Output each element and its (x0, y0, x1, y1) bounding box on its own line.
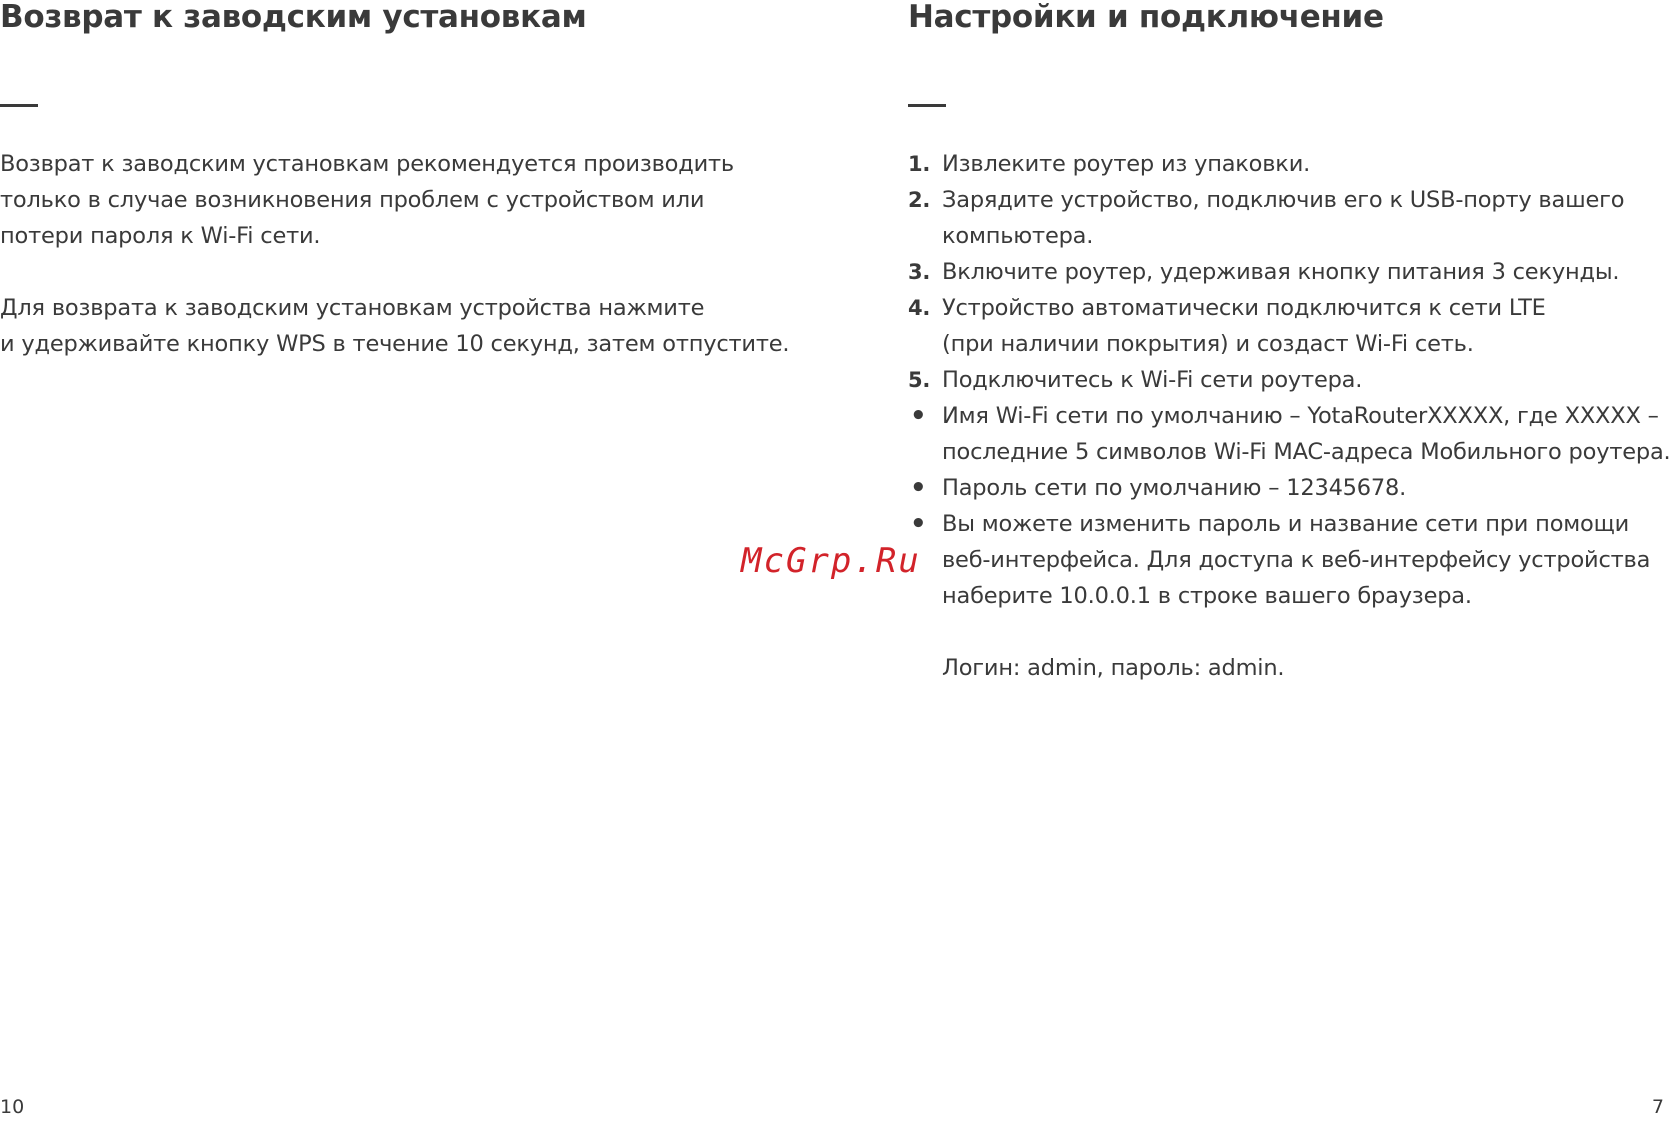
list-item (908, 398, 1670, 470)
list-item (908, 146, 1670, 182)
watermark: McGrp.Ru (741, 541, 921, 581)
text-line: Подключитесь к Wi-Fi сети роутера. (942, 367, 1363, 393)
list-item (908, 470, 1670, 506)
right-title-divider (908, 104, 946, 107)
text-line: Устройство автоматически подключится к сети LTE (942, 295, 1546, 321)
step-number: 2. (908, 188, 931, 212)
left-page-title: Возврат к заводским установкам (0, 0, 587, 35)
text-line: веб-интерфейса. Для доступа к веб-интерфейсу устройства (942, 547, 1651, 573)
left-title-divider (0, 104, 38, 107)
list-item (908, 290, 1670, 362)
right-page-number: 7 (1651, 1096, 1664, 1118)
step-number: 1. (908, 152, 931, 176)
list-item (908, 362, 1670, 398)
step-number: 3. (908, 260, 931, 284)
left-paragraph-1 (0, 146, 734, 254)
text-line: Пароль сети по умолчанию – 12345678. (942, 475, 1407, 501)
text-line: Извлеките роутер из упаковки. (942, 151, 1311, 177)
list-item (908, 506, 1670, 614)
text-line: наберите 10.0.0.1 в строке вашего браузера. (942, 583, 1472, 609)
text-line: Вы можете изменить пароль и название сети при помощи (942, 511, 1630, 537)
left-page-number: 10 (0, 1096, 25, 1118)
step-number: 5. (908, 368, 931, 392)
bullet-icon: • (910, 473, 927, 503)
text-line: Имя Wi-Fi сети по умолчанию – YotaRouterXXXXX, где XXXXX – (942, 403, 1659, 429)
list-item (908, 182, 1670, 254)
list-item (908, 254, 1670, 290)
step-number: 4. (908, 296, 931, 320)
text-line: Логин: admin, пароль: admin. (942, 655, 1285, 681)
text-line: (при наличии покрытия) и создаст Wi-Fi сеть. (942, 331, 1474, 357)
right-page-title: Настройки и подключение (908, 0, 1384, 35)
text-line: и удерживайте кнопку WPS в течение 10 секунд, затем отпустите. (0, 331, 790, 357)
text-line: Зарядите устройство, подключив его к USB-порту вашего (942, 187, 1625, 213)
bullet-icon: • (910, 401, 927, 431)
text-line: потери пароля к Wi-Fi сети. (0, 223, 321, 249)
text-line: Возврат к заводским установкам рекомендуется производить (0, 151, 734, 177)
left-paragraph-2 (0, 290, 789, 362)
text-line: последние 5 символов Wi-Fi MAC-адреса Мобильного роутера. (942, 439, 1670, 465)
text-line: Для возврата к заводским установкам устройства нажмите (0, 295, 705, 321)
bullet-icon: • (910, 509, 927, 539)
text-line: только в случае возникновения проблем с устройством или (0, 187, 705, 213)
setup-steps-list (908, 146, 1670, 686)
text-line: компьютера. (942, 223, 1094, 249)
login-note (908, 650, 1670, 686)
text-line: Включите роутер, удерживая кнопку питания 3 секунды. (942, 259, 1620, 285)
